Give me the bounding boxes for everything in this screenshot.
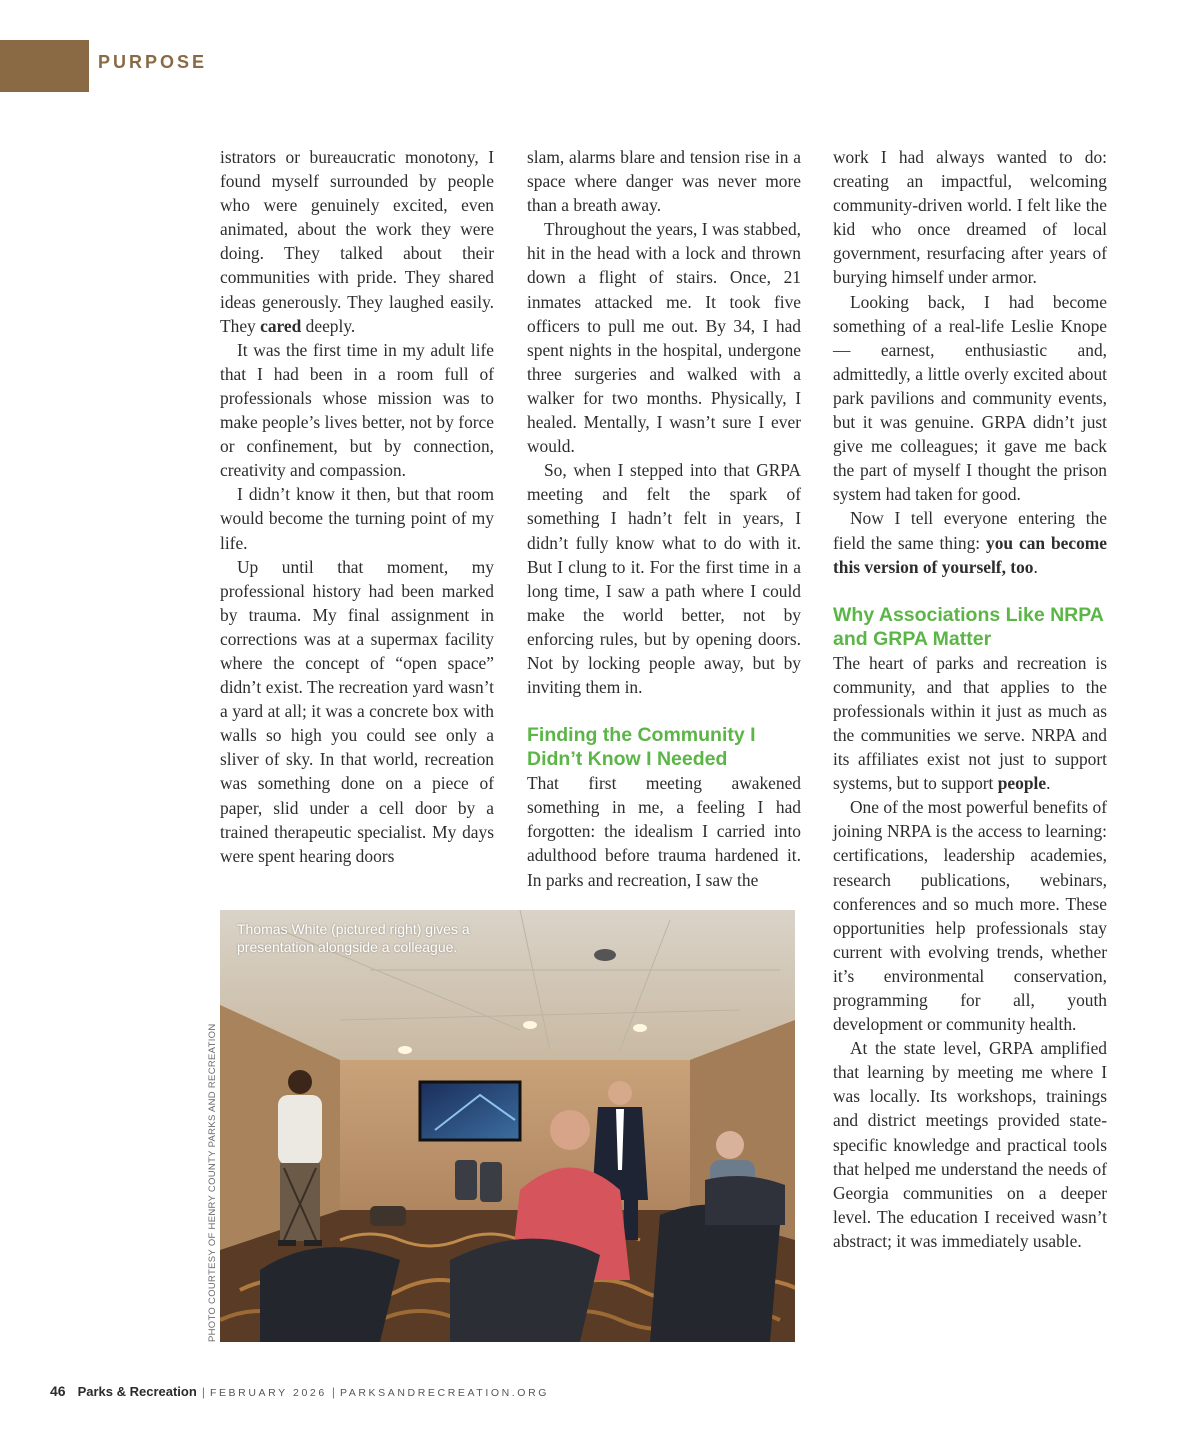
paragraph: That first meeting awakened something in me, a feeling I had forgotten: the idealism I carried into adulthood before trauma hardened it. In parks and recreation, I saw the: [527, 773, 801, 890]
paragraph: It was the first time in my adult life that I had been in a room full of professionals whose mission was to make people’s lives better, not by force or confinement, but by connection, creativity and compassion.: [220, 339, 494, 481]
page-number: 46: [50, 1383, 66, 1399]
paragraph: Up until that moment, my professional history had been marked by trauma. My final assignment in corrections was at a supermax facility where the concept of “open space” didn’t exist. The recreation yard wasn’t a yard at all; it was a concrete box with walls so high you could see only a sliver of sky. In that world, recreation was something done on a piece of paper, slid under a cell door by a trained therapeutic specialist. My days were spent hearing doors: [220, 556, 494, 866]
photo-credit: PHOTO COURTESY OF HENRY COUNTY PARKS AND RECREATION: [207, 1023, 218, 1342]
emphasis: cared: [260, 315, 302, 336]
article-column-1: [220, 145, 494, 868]
paragraph: I didn’t know it then, but that room would become the turning point of my life.: [220, 484, 494, 553]
section-label: PURPOSE: [98, 52, 208, 72]
footer-separator: |: [331, 1385, 335, 1399]
website: PARKSANDRECREATION.ORG: [339, 1387, 550, 1399]
paragraph: One of the most powerful benefits of joining NRPA is the access to learning: certifications, leadership academies, research publications, webinars, conferences and so much more. These opportunities help professionals stay current with evolving trends, whether it’s environmental conservation, programming for all, youth development or community health.: [833, 797, 1107, 1035]
section-heading: Why Associations Like NRPA and GRPA Matter: [833, 603, 1104, 650]
section-tab: [0, 40, 89, 92]
emphasis: people: [997, 773, 1047, 794]
paragraph: work I had always wanted to do: creating an impactful, welcoming community-driven world. I felt like the kid who once dreamed of local government, resurfacing after years of burying himself under armor.: [833, 147, 1107, 288]
photo-caption: Thomas White (pictured right) gives a presentation alongside a colleague.: [237, 921, 470, 955]
paragraph: The heart of parks and recreation is community, and that applies to the professionals within it just as much as the communities we serve. NRPA and its affiliates exist not just to support systems, but to support people.: [833, 652, 1107, 794]
paragraph: Looking back, I had become something of a real-life Leslie Knope — earnest, enthusiastic and, admittedly, a little overly excited about park pavilions and community events, but it was genuine. GRPA didn’t just give me colleagues; it gave me back the part of myself I thought the prison system had taken for good.: [833, 291, 1107, 505]
footer-separator: |: [201, 1385, 205, 1399]
section-heading: Finding the Community I Didn’t Know I Needed: [527, 724, 756, 771]
meeting-room-illustration: [220, 910, 795, 1342]
paragraph: slam, alarms blare and tension rise in a space where danger was never more than a breath away.: [527, 147, 801, 216]
emphasis: you can become this version of yourself, too: [833, 532, 1107, 577]
paragraph: istrators or bureaucratic monotony, I found myself surrounded by people who were genuinely excited, even animated, about the work they were doing. They talked about their communities with pride. They shared ideas generously. They laughed easily. They cared deeply.: [220, 147, 494, 336]
article-photo: [220, 910, 795, 1342]
paragraph: Now I tell everyone entering the field the same thing: you can become this version of yourself, too.: [833, 508, 1107, 577]
paragraph: Throughout the years, I was stabbed, hit in the head with a lock and thrown down a flight of stairs. Once, 21 inmates attacked me. It took five officers to pull me out. By 34, I had spent nights in the hospital, undergone three surgeries and walked with a walker for two months. Physically, I healed. Mentally, I wasn’t sure I ever would.: [527, 219, 801, 457]
article-column-3: [833, 145, 1107, 1253]
paragraph: At the state level, GRPA amplified that learning by meeting me where I was locally. Its workshops, trainings and district meetings provided state-specific knowledge and practical tools that helped me understand the needs of Georgia communities on a deeper level. The education I received wasn’t abstract; it was immediately usable.: [833, 1038, 1107, 1251]
magazine-title: Parks & Recreation: [77, 1384, 197, 1399]
issue-date: FEBRUARY 2026: [209, 1387, 327, 1399]
paragraph: So, when I stepped into that GRPA meeting and felt the spark of something I hadn’t felt in years, I didn’t fully know what to do with it. But I clung to it. For the first time in a long time, I saw a path where I could make the world better, not by enforcing rules, but by opening doors. Not by locking people away, but by inviting them in.: [527, 460, 801, 698]
page-footer: [50, 1383, 549, 1401]
article-column-2: [527, 145, 801, 892]
